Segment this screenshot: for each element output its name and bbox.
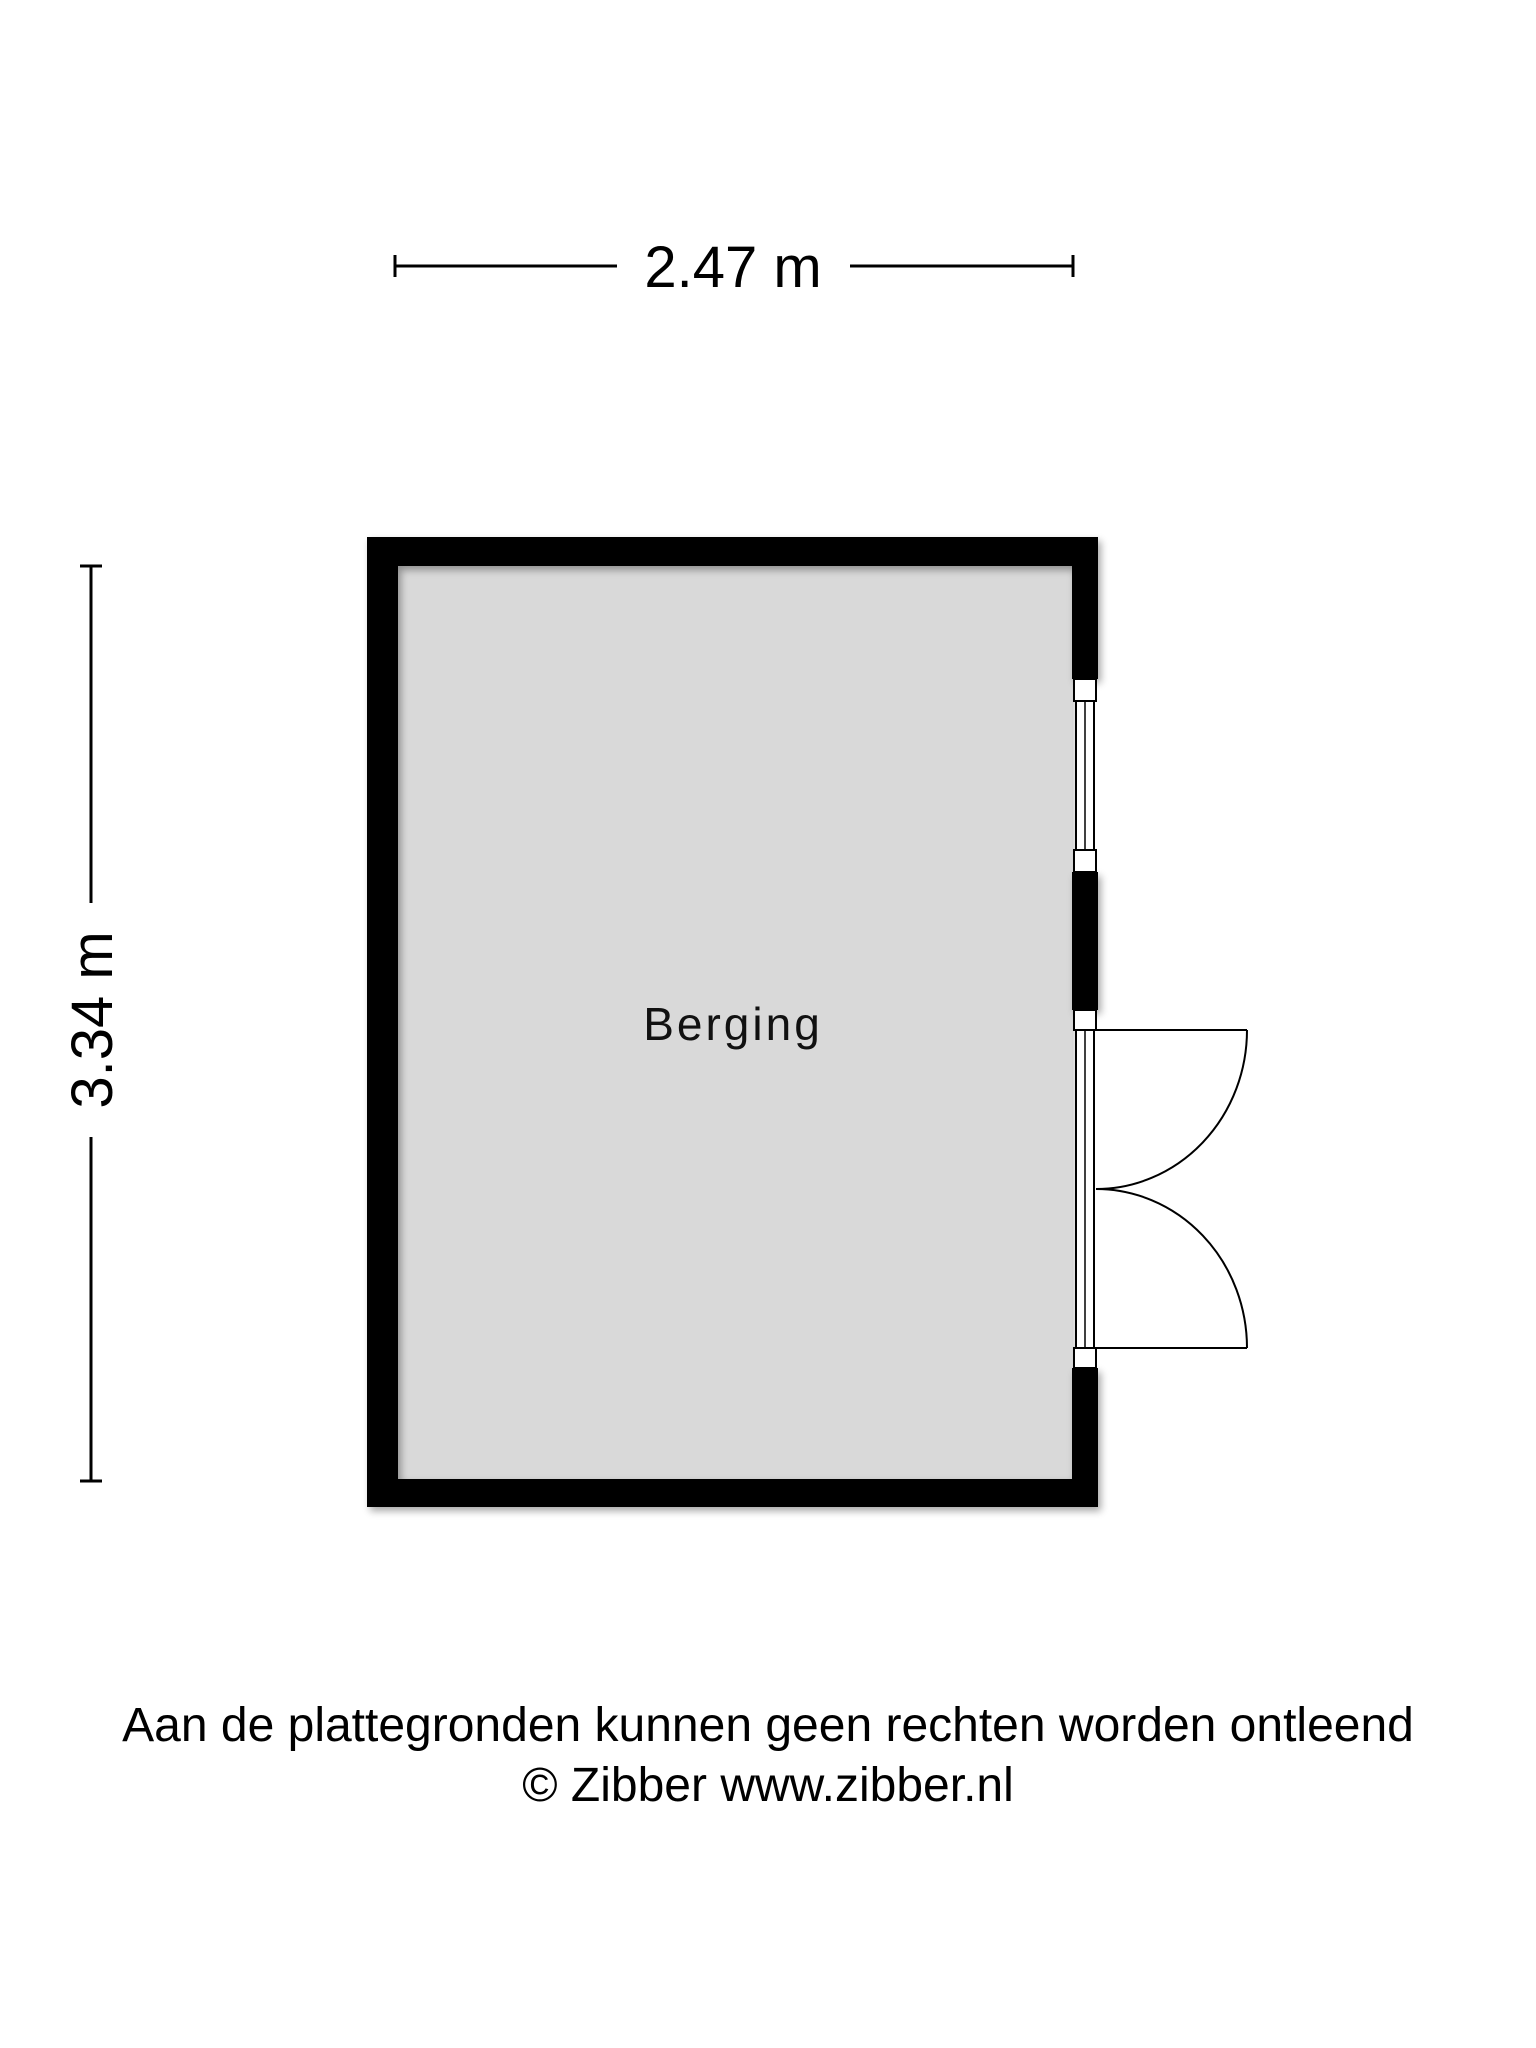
height-dimension-label: 3.34 m: [60, 931, 125, 1109]
wall-right-top: [1072, 537, 1098, 679]
wall-right-bottom: [1072, 1368, 1098, 1507]
double-door: [1074, 1010, 1247, 1368]
window-frame-bottom: [1074, 850, 1096, 872]
room-label: Berging: [643, 998, 823, 1050]
height-dimension: [60, 566, 125, 1481]
disclaimer-text: Aan de plattegronden kunnen geen rechten worden ontleend: [122, 1699, 1414, 1752]
wall-bottom: [367, 1479, 1098, 1507]
wall-left: [367, 537, 398, 1507]
door-frame-bottom: [1074, 1348, 1096, 1368]
wall-top: [367, 537, 1098, 566]
door-frame-top: [1074, 1010, 1096, 1030]
door-swing-arc-bottom: [1096, 1189, 1247, 1348]
door-swing-arc-top: [1096, 1030, 1247, 1189]
window-frame-top: [1074, 679, 1096, 701]
width-dimension: [395, 235, 1073, 300]
window: [1074, 679, 1096, 872]
width-dimension-label: 2.47 m: [644, 235, 822, 300]
wall-right-middle: [1072, 872, 1098, 1010]
copyright-text: © Zibber www.zibber.nl: [522, 1759, 1014, 1812]
